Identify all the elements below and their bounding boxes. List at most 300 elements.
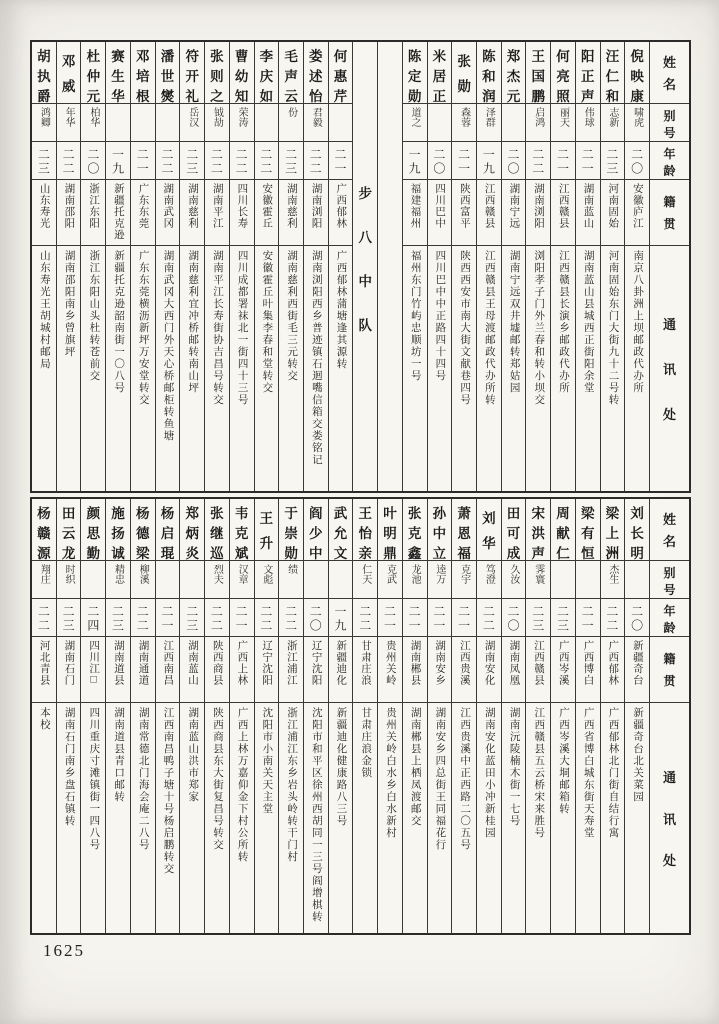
alias-cell: 伟球 (576, 104, 600, 142)
native-cell: 贵州关岭 (378, 637, 402, 703)
name-cell: 颜 思 勤 (81, 499, 105, 561)
address-cell: 广东东莞横沥新坪万安堂转交 (137, 250, 149, 406)
native-cell: 四川巴中 (428, 180, 452, 246)
native-cell: 湖南道县 (106, 637, 130, 703)
age-cell: 二〇 (428, 142, 452, 180)
alias-cell: 丽天 (551, 104, 575, 142)
native-cell: 四川江□ (81, 637, 105, 703)
person-column (105, 499, 130, 933)
native-cell: 湖南通道 (131, 637, 155, 703)
name-cell: 胡 执 爵 (32, 42, 56, 104)
alias-cell: 逵万 (428, 561, 452, 599)
native-cell: 湖南石门 (57, 637, 81, 703)
address-cell: 广西岑溪大垌邮箱转 (558, 707, 570, 815)
native-cell: 浙江浦江 (279, 637, 303, 703)
name-cell: 梁 有 恒 (576, 499, 600, 561)
age-cell: 二一 (378, 599, 402, 637)
alias-cell: 君毅 (304, 104, 328, 142)
alias-cell: 霁寰 (526, 561, 550, 599)
unit-label: 步 八 中 队 (358, 186, 372, 333)
person-column (179, 499, 204, 933)
alias-cell: 柳溪 (131, 561, 155, 599)
name-cell: 张 继 巡 (205, 499, 229, 561)
alias-cell: 克武 (378, 561, 402, 599)
age-cell: 二一 (576, 142, 600, 180)
native-cell: 江西赣县 (551, 180, 575, 246)
native-cell: 湖南武冈 (156, 180, 180, 246)
person-column (155, 499, 180, 933)
native-cell: 湖南凤凰 (502, 637, 526, 703)
address-cell: 湖南平江长寿街协吉昌号转交 (211, 250, 223, 406)
age-cell: 二〇 (81, 142, 105, 180)
address-cell: 本校 (38, 707, 50, 731)
address-cell: 湖南蓝山县城西正街阳余堂 (582, 250, 594, 394)
native-cell: 湖南宁远 (502, 180, 526, 246)
address-cell: 湖南沅陵楠木街一七号 (508, 707, 520, 827)
native-cell: 江西赣县 (526, 637, 550, 703)
address-cell: 江西赣县五云桥宋来胜号 (533, 707, 545, 839)
alias-cell: 龙池 (403, 561, 427, 599)
name-cell: 邓 威 (57, 42, 81, 104)
person-column (328, 499, 353, 933)
header-native: 籍 贯 (650, 637, 689, 703)
age-cell: 二二 (279, 599, 303, 637)
age-cell: 二〇 (304, 599, 328, 637)
name-cell: 田 云 龙 (57, 499, 81, 561)
alias-cell: 钺劼 (205, 104, 229, 142)
name-cell: 何 亮 照 (551, 42, 575, 104)
age-cell: 二一 (230, 599, 254, 637)
name-cell: 王 国 鹏 (526, 42, 550, 104)
person-column (278, 499, 303, 933)
address-cell: 四川重庆寸滩镇街一四八号 (88, 707, 100, 851)
alias-cell: 烈夫 (205, 561, 229, 599)
native-cell: 辽宁沈阳 (304, 637, 328, 703)
age-cell: 二三 (180, 599, 204, 637)
age-cell: 二〇 (625, 142, 649, 180)
address-cell: 沈阳市小南关天主堂 (261, 707, 273, 815)
alias-cell (156, 104, 180, 142)
alias-cell: 精忠 (106, 561, 130, 599)
native-cell: 湖南蓝山 (576, 180, 600, 246)
address-cell: 湖南道县青口邮转 (113, 707, 125, 803)
address-cell: 新疆迪化健康路八三号 (335, 707, 347, 827)
name-cell: 陈 和 润 (477, 42, 501, 104)
alias-cell: 仁天 (353, 561, 377, 599)
age-cell: 二二 (230, 142, 254, 180)
header-alias: 别 号 (650, 104, 689, 142)
native-cell: 河北青县 (32, 637, 56, 703)
person-column (550, 499, 575, 933)
address-cell: 新疆奇台北关菜园 (632, 707, 644, 803)
age-cell: 二二 (131, 599, 155, 637)
alias-cell: 鸿卿 (32, 104, 56, 142)
alias-cell (180, 561, 204, 599)
native-cell: 新疆奇台 (625, 637, 649, 703)
native-cell: 山东寿光 (32, 180, 56, 246)
address-cell: 广西郁林北门街自结行寓 (607, 707, 619, 839)
native-cell: 江西赣县 (477, 180, 501, 246)
name-cell: 杨 赣 源 (32, 499, 56, 561)
header-column (649, 499, 689, 933)
native-cell: 广西上林 (230, 637, 254, 703)
address-cell: 山东寿光王胡城村邮局 (38, 250, 50, 370)
address-cell: 湖南安乡四总街王同福花行 (434, 707, 446, 851)
age-cell: 二〇 (502, 142, 526, 180)
address-cell: 广西郁林蒲塘逢其源转 (335, 250, 347, 370)
person-column (575, 499, 600, 933)
age-cell: 二一 (131, 142, 155, 180)
header-age: 年 龄 (650, 599, 689, 637)
native-cell: 湖南安化 (477, 637, 501, 703)
age-cell: 二三 (106, 599, 130, 637)
alias-cell (576, 561, 600, 599)
name-cell: 何 惠 芹 (329, 42, 353, 104)
age-cell: 一九 (329, 599, 353, 637)
native-cell: 广西郁林 (329, 180, 353, 246)
age-cell: 二二 (526, 142, 550, 180)
native-cell: 陕西富平 (452, 180, 476, 246)
person-column (303, 42, 328, 491)
alias-cell: 时织 (57, 561, 81, 599)
person-column (229, 499, 254, 933)
person-column (476, 499, 501, 933)
native-cell: 广东东莞 (131, 180, 155, 246)
age-cell: 一九 (477, 142, 501, 180)
age-cell: 二三 (32, 142, 56, 180)
header-alias: 别 号 (650, 561, 689, 599)
address-cell: 四川成都署袜北一街四十三号 (236, 250, 248, 406)
native-cell: 河南固始 (601, 180, 625, 246)
alias-cell (502, 104, 526, 142)
address-cell: 沈阳市和平区徐州西胡同一三号阎增棋转 (310, 707, 322, 923)
address-cell: 湖南常德北门海会庵二八号 (137, 707, 149, 851)
age-cell: 二一 (452, 142, 476, 180)
name-cell: 阎 少 中 (304, 499, 328, 561)
header-address: 通 讯 处 (662, 317, 676, 422)
name-cell: 邓 培 根 (131, 42, 155, 104)
alias-cell: 志新 (601, 104, 625, 142)
alias-cell: 克宇 (452, 561, 476, 599)
person-column (32, 42, 56, 491)
native-cell: 广西郁林 (601, 637, 625, 703)
name-cell: 杨 德 梁 (131, 499, 155, 561)
person-column (130, 42, 155, 491)
alias-cell: 启鸿 (526, 104, 550, 142)
address-cell: 湖南郴县上栖凤渡邮交 (409, 707, 421, 827)
person-column (105, 42, 130, 491)
alias-cell (255, 104, 279, 142)
name-cell: 王 升 (255, 499, 279, 561)
native-cell: 广西博白 (576, 637, 600, 703)
age-cell: 二二 (57, 142, 81, 180)
age-cell: 二〇 (502, 599, 526, 637)
person-column (550, 42, 575, 491)
unit-separator-column (352, 42, 377, 491)
native-cell: 湖南邵阳 (57, 180, 81, 246)
name-cell: 李 庆 如 (255, 42, 279, 104)
name-cell: 张 克 鑫 (403, 499, 427, 561)
person-column (451, 42, 476, 491)
alias-cell: 荣涛 (230, 104, 254, 142)
address-cell: 湖南武冈大西门外天心桥邮柜转鱼塘 (162, 250, 174, 442)
person-column (377, 499, 402, 933)
native-cell: 江西贵溪 (452, 637, 476, 703)
person-column (328, 42, 353, 491)
alias-cell: 泽群 (477, 104, 501, 142)
alias-cell (304, 561, 328, 599)
alias-cell: 杰生 (601, 561, 625, 599)
age-cell: 二三 (180, 142, 204, 180)
alias-cell: 笃澄 (477, 561, 501, 599)
address-cell: 广西省博白城东街天寿堂 (582, 707, 594, 839)
native-cell: 广西岑溪 (551, 637, 575, 703)
alias-cell: 岳汉 (180, 104, 204, 142)
name-cell: 郑 炳 炎 (180, 499, 204, 561)
name-cell: 施 扬 诚 (106, 499, 130, 561)
age-cell: 二二 (353, 599, 377, 637)
native-cell: 湖南慈利 (279, 180, 303, 246)
alias-cell (156, 561, 180, 599)
name-cell: 武 允 文 (329, 499, 353, 561)
person-column (427, 42, 452, 491)
age-cell: 二二 (255, 142, 279, 180)
person-column (204, 499, 229, 933)
address-cell: 江西赣县长演乡邮政代办所 (558, 250, 570, 394)
native-cell: 安徽霍丘 (255, 180, 279, 246)
name-cell: 符 开 礼 (180, 42, 204, 104)
address-cell: 陕西商县东大街复昌号转交 (211, 707, 223, 851)
address-cell: 湖南宁远双井墟邮转郑姑园 (508, 250, 520, 394)
name-cell: 杨 启 琨 (156, 499, 180, 561)
person-column (525, 42, 550, 491)
address-cell: 湖南安化蓝田小冲新桂园 (483, 707, 495, 839)
alias-cell: 文彪 (255, 561, 279, 599)
person-column (525, 499, 550, 933)
age-cell: 二二 (32, 599, 56, 637)
name-cell: 孙 中 立 (428, 499, 452, 561)
person-column (600, 42, 625, 491)
alias-cell (329, 561, 353, 599)
name-cell: 毛 声 云 (279, 42, 303, 104)
name-cell: 曹 幼 知 (230, 42, 254, 104)
address-cell: 南京八卦洲上坝邮政代办所 (632, 250, 644, 394)
alias-cell: 汉章 (230, 561, 254, 599)
name-cell: 刘 华 (477, 499, 501, 561)
name-cell: 郑 杰 元 (502, 42, 526, 104)
name-cell: 韦 克 斌 (230, 499, 254, 561)
person-column (80, 42, 105, 491)
name-cell: 陈 定 勋 (403, 42, 427, 104)
page-number: 1625 (43, 941, 85, 960)
name-cell: 于 崇 勋 (279, 499, 303, 561)
name-cell: 王 怡 亲 (353, 499, 377, 561)
name-cell: 赛 生 华 (106, 42, 130, 104)
person-column (352, 499, 377, 933)
address-cell: 浙江东阳山头杜转苍前交 (88, 250, 100, 382)
name-cell: 叶 明 鼎 (378, 499, 402, 561)
name-cell: 娄 述 怡 (304, 42, 328, 104)
person-column (32, 499, 56, 933)
header-name: 姓 名 (650, 42, 689, 104)
native-cell: 辽宁沈阳 (255, 637, 279, 703)
name-cell: 张 则 之 (205, 42, 229, 104)
person-column (179, 42, 204, 491)
person-column (476, 42, 501, 491)
alias-cell (551, 561, 575, 599)
native-cell: 湖南蓝山 (180, 637, 204, 703)
person-column (501, 499, 526, 933)
address-cell: 湖南石门南乡盘石镇转 (63, 707, 75, 827)
age-cell: 二二 (156, 142, 180, 180)
native-cell: 新疆迪化 (329, 637, 353, 703)
alias-cell (81, 561, 105, 599)
age-cell: 二二 (601, 599, 625, 637)
person-column (451, 499, 476, 933)
native-cell: 湖南安乡 (428, 637, 452, 703)
alias-cell (625, 561, 649, 599)
native-cell: 新疆托克逊 (106, 180, 130, 246)
age-cell: 二二 (205, 142, 229, 180)
alias-cell: 份 (279, 104, 303, 142)
address-cell: 湖南邵阳南乡曾旗坪 (63, 250, 75, 358)
address-cell: 湖南慈利宜冲桥邮转南山坪 (187, 250, 199, 394)
separator-empty-column (377, 42, 402, 491)
alias-cell (428, 104, 452, 142)
alias-cell: 翔庄 (32, 561, 56, 599)
age-cell: 二一 (551, 142, 575, 180)
name-cell: 杜 仲 元 (81, 42, 105, 104)
age-cell: 二二 (205, 599, 229, 637)
native-cell: 四川长寿 (230, 180, 254, 246)
name-cell: 田 可 成 (502, 499, 526, 561)
address-cell: 湖南浏阳西乡普迹镇石迴嘴信箱交娄铭记 (310, 250, 322, 466)
address-cell: 湖南蓝山洪市郑家 (187, 707, 199, 803)
alias-cell (131, 104, 155, 142)
age-cell: 二四 (81, 599, 105, 637)
alias-cell (106, 104, 130, 142)
age-cell: 二一 (452, 599, 476, 637)
age-cell: 二二 (477, 599, 501, 637)
alias-cell (329, 104, 353, 142)
alias-cell: 绩 (279, 561, 303, 599)
age-cell: 二三 (526, 599, 550, 637)
address-cell: 广西上林万嘉仰金下村公所转 (236, 707, 248, 863)
address-cell: 贵州关岭白水乡白水新村 (384, 707, 396, 839)
address-cell: 新疆托克逊韶南街一〇八号 (113, 250, 125, 394)
native-cell: 浙江东阳 (81, 180, 105, 246)
native-cell: 福建福州 (403, 180, 427, 246)
name-cell: 米 居 正 (428, 42, 452, 104)
native-cell: 湖南慈利 (180, 180, 204, 246)
person-column (229, 42, 254, 491)
age-cell: 二二 (304, 142, 328, 180)
person-column (278, 42, 303, 491)
person-column (155, 42, 180, 491)
address-cell: 浏阳孝子门外兰春和转小坝交 (533, 250, 545, 406)
age-cell: 一九 (106, 142, 130, 180)
address-cell: 陕西西安市南大街文献巷四号 (459, 250, 471, 406)
address-cell: 四川巴中中正路四十四号 (434, 250, 446, 382)
name-cell: 宋 洪 声 (526, 499, 550, 561)
alias-cell: 道之 (403, 104, 427, 142)
name-cell: 梁 上 洲 (601, 499, 625, 561)
person-column (600, 499, 625, 933)
address-cell: 江西赣县王母渡邮政代办所转 (483, 250, 495, 406)
address-cell: 湖南慈利西街毛三元转交 (286, 250, 298, 382)
name-cell: 汪 仁 和 (601, 42, 625, 104)
name-cell: 刘 长 明 (625, 499, 649, 561)
alias-cell: 年华 (57, 104, 81, 142)
age-cell: 二一 (428, 599, 452, 637)
alias-cell: 啸虎 (625, 104, 649, 142)
alias-cell: 森蓉 (452, 104, 476, 142)
native-cell: 湖南平江 (205, 180, 229, 246)
native-cell: 陕西商县 (205, 637, 229, 703)
native-cell: 甘肃庄浪 (353, 637, 377, 703)
address-cell: 福州东门竹屿忠顺坊一号 (409, 250, 421, 382)
age-cell: 二一 (576, 599, 600, 637)
native-cell: 湖南郴县 (403, 637, 427, 703)
age-cell: 二一 (329, 142, 353, 180)
header-age: 年 龄 (650, 142, 689, 180)
address-cell: 甘肃庄浪金锁 (360, 707, 372, 779)
person-column (427, 499, 452, 933)
name-cell: 周 献 仁 (551, 499, 575, 561)
roster-table-top (30, 40, 691, 493)
person-column (303, 499, 328, 933)
alias-cell: 柏华 (81, 104, 105, 142)
native-cell: 安徽庐江 (625, 180, 649, 246)
address-cell: 浙江浦江东乡岩头岭转干门村 (286, 707, 298, 863)
person-column (254, 42, 279, 491)
age-cell: 二一 (156, 599, 180, 637)
person-column (575, 42, 600, 491)
person-column (402, 42, 427, 491)
age-cell: 二一 (403, 599, 427, 637)
age-cell: 一九 (403, 142, 427, 180)
native-cell: 湖南浏阳 (526, 180, 550, 246)
person-column (624, 499, 649, 933)
native-cell: 江西南昌 (156, 637, 180, 703)
age-cell: 二三 (551, 599, 575, 637)
person-column (402, 499, 427, 933)
age-cell: 二三 (601, 142, 625, 180)
name-cell: 潘 世 爕 (156, 42, 180, 104)
address-cell: 江西贵溪中正西路二〇五号 (459, 707, 471, 851)
person-column (56, 42, 81, 491)
age-cell: 二二 (255, 599, 279, 637)
name-cell: 阳 正 声 (576, 42, 600, 104)
person-column (80, 499, 105, 933)
header-address: 通 讯 处 (662, 770, 676, 868)
native-cell: 湖南浏阳 (304, 180, 328, 246)
name-cell: 倪 映 康 (625, 42, 649, 104)
header-column (649, 42, 689, 491)
person-column (204, 42, 229, 491)
roster-table-bottom (30, 497, 691, 935)
header-name: 姓 名 (650, 499, 689, 561)
person-column (254, 499, 279, 933)
address-cell: 河南固始东门大街九十二号转 (607, 250, 619, 406)
name-cell: 张 勋 (452, 42, 476, 104)
person-column (130, 499, 155, 933)
age-cell: 二三 (279, 142, 303, 180)
name-cell: 萧 恩 福 (452, 499, 476, 561)
person-column (624, 42, 649, 491)
alias-cell: 久汝 (502, 561, 526, 599)
header-native: 籍 贯 (650, 180, 689, 246)
